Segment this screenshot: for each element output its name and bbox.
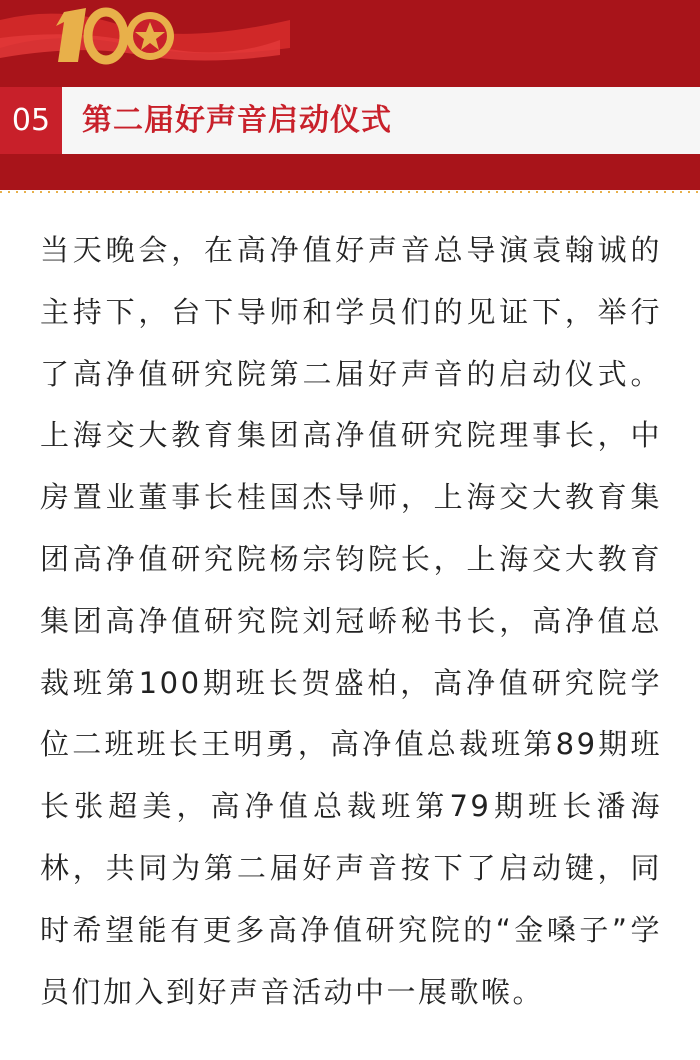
section-number: 05 <box>0 87 62 154</box>
section-title-box <box>62 87 700 154</box>
header-banner <box>0 0 700 190</box>
centenary-100-logo <box>0 0 290 80</box>
section-title-bar <box>0 87 700 154</box>
dotted-divider <box>0 188 700 196</box>
article-paragraph: 当天晚会，在高净值好声音总导演袁翰诚的主持下，台下导师和学员们的见证下，举行了高净值研究院第二届好声音的启动仪式。上海交大教育集团高净值研究院理事长，中房置业董事长桂国杰导师，上海交大教育集团高净值研究院杨宗钧院长，上海交大教育集团高净值研究院刘冠峤秘书长，高净值总裁班第100期班长贺盛柏，高净值研究院学位二班班长王明勇，高净值总裁班第89期班长张超美，高净值总裁班第79期班长潘海林，共同为第二届好声音按下了启动键，同时希望能有更多高净值研究院的“金嗓子”学员们加入到好声音活动中一展歌喉。 <box>40 233 662 1009</box>
section-title: 第二届好声音启动仪式 <box>82 103 392 138</box>
article-body <box>0 196 700 1060</box>
